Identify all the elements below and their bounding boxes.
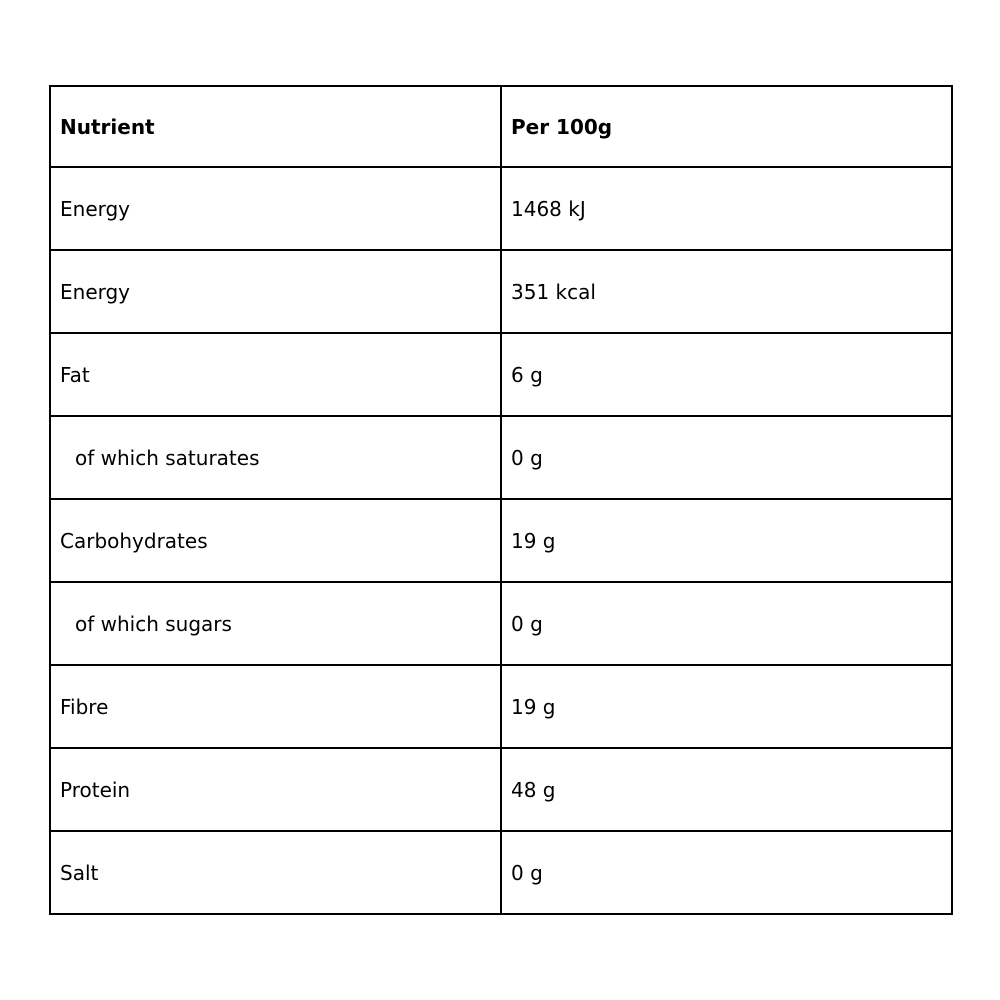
nutrient-value: 19 g xyxy=(501,499,952,582)
table-row xyxy=(50,167,952,250)
header-nutrient: Nutrient xyxy=(50,86,501,167)
header-per-100g: Per 100g xyxy=(501,86,952,167)
table-row xyxy=(50,665,952,748)
nutrient-name: Energy xyxy=(50,167,501,250)
nutrient-value: 19 g xyxy=(501,665,952,748)
nutrition-table xyxy=(49,85,953,915)
nutrient-name: Protein xyxy=(50,748,501,831)
nutrient-value: 1468 kJ xyxy=(501,167,952,250)
nutrient-value: 0 g xyxy=(501,416,952,499)
nutrient-name: Carbohydrates xyxy=(50,499,501,582)
table-row xyxy=(50,499,952,582)
table-row xyxy=(50,333,952,416)
table-row xyxy=(50,250,952,333)
nutrient-value: 48 g xyxy=(501,748,952,831)
nutrient-name: Fibre xyxy=(50,665,501,748)
nutrient-name: of which sugars xyxy=(50,582,501,665)
nutrient-name: Energy xyxy=(50,250,501,333)
nutrient-value: 351 kcal xyxy=(501,250,952,333)
nutrient-value: 0 g xyxy=(501,582,952,665)
nutrient-name: Salt xyxy=(50,831,501,914)
nutrient-value: 6 g xyxy=(501,333,952,416)
table-row xyxy=(50,748,952,831)
table-row xyxy=(50,831,952,914)
nutrient-name: of which saturates xyxy=(50,416,501,499)
table-row xyxy=(50,582,952,665)
nutrient-value: 0 g xyxy=(501,831,952,914)
table-header-row xyxy=(50,86,952,167)
nutrient-name: Fat xyxy=(50,333,501,416)
table-row xyxy=(50,416,952,499)
